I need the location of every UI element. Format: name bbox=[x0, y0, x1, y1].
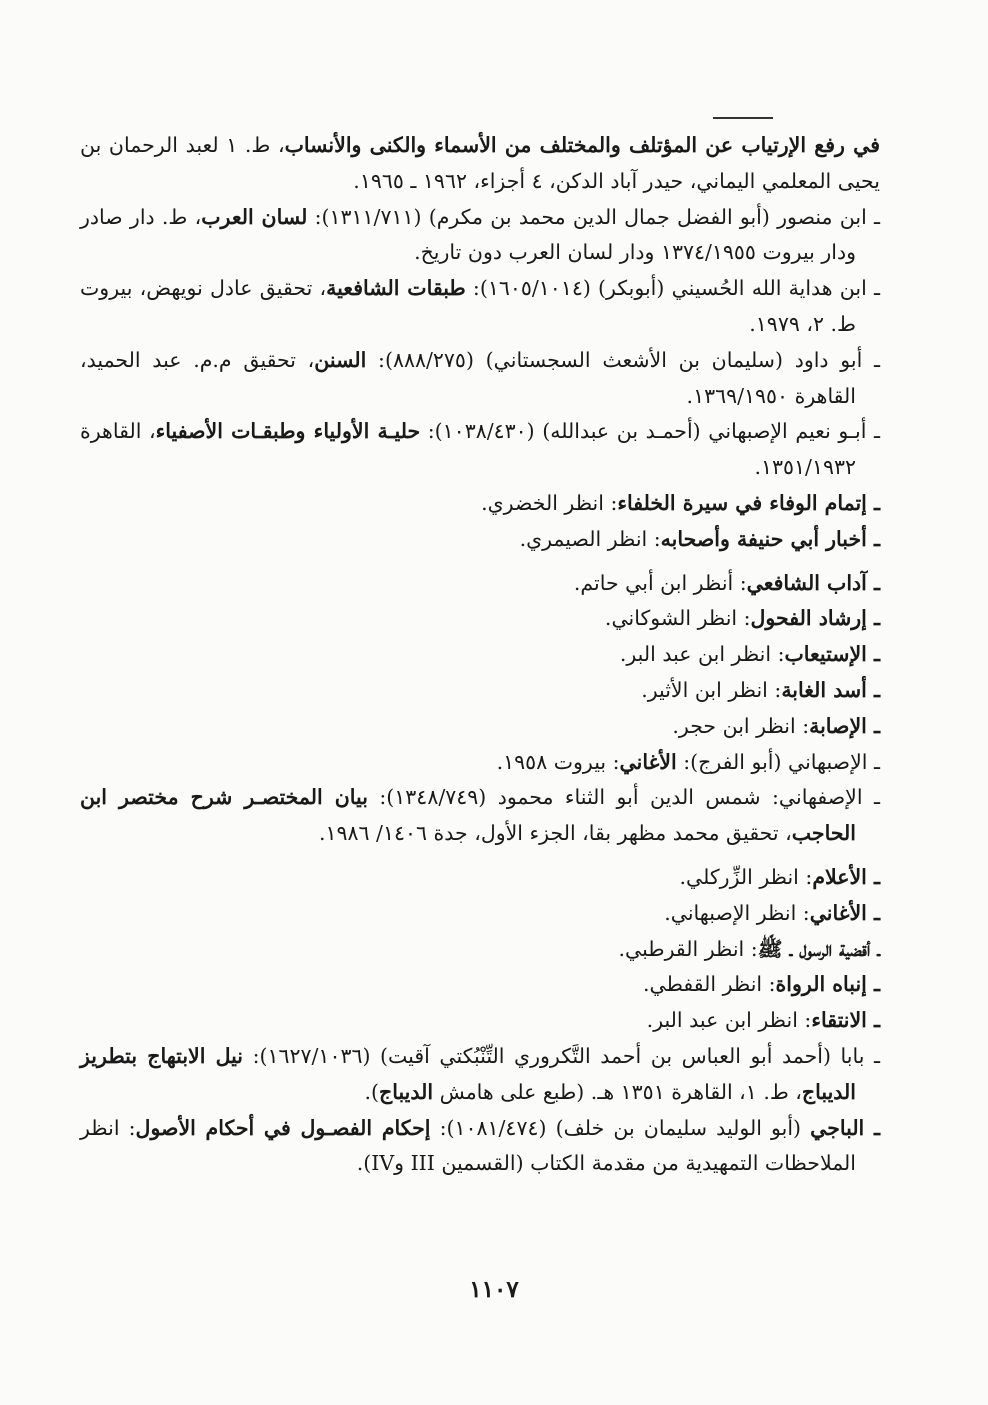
entry-title-text: حليـة الأولياء وطبقـات الأصفياء bbox=[155, 419, 421, 444]
entry-title-text: ـ الانتقاء bbox=[811, 1008, 880, 1033]
entry-title-text: طبقات الشافعية bbox=[326, 276, 466, 301]
entry-text: (أبو الوليد سليمان بن خلف) (١٠٨١/٤٧٤): bbox=[430, 1115, 811, 1140]
entry-text: : انظر الخضري. bbox=[481, 490, 618, 515]
bibliography-entry bbox=[80, 967, 880, 1003]
entry-title-text: ـ آداب الشافعي bbox=[746, 570, 880, 595]
entry-text: ، تحقيق محمد مظهر بقا، الجزء الأول، جدة ١٤٠٦/ ١٩٨٦. bbox=[318, 821, 792, 846]
entry-text: : أنظر ابن أبي حاتم. bbox=[573, 570, 747, 595]
entry-text: : انظر الإصبهاني. bbox=[664, 900, 810, 925]
entry-title-text: ـ الأعلام bbox=[812, 864, 880, 889]
bibliography-entry bbox=[80, 780, 880, 852]
bibliography-entry bbox=[80, 1003, 880, 1039]
bibliography-entry bbox=[80, 932, 880, 968]
page-number: ١١٠٧ bbox=[469, 1276, 519, 1303]
entry-text: ، تحقيق م.م. عبد الحميد، القاهرة ١٣٦٩/١٩٥٠. bbox=[80, 347, 856, 408]
bibliography-entry bbox=[80, 1111, 880, 1183]
bibliography-entry bbox=[80, 271, 880, 343]
entry-text: ـ الإصفهاني: شمس الدين أبو الثناء محمود (١٣٤٨/٧٤٩): bbox=[367, 785, 881, 810]
entry-title-text: الديباج bbox=[378, 1079, 434, 1104]
entry-title-text: ـ أقضية الرسول ـ ﷺ bbox=[757, 936, 880, 961]
bibliography-entry bbox=[80, 637, 880, 673]
bibliography-entry bbox=[80, 414, 880, 486]
entry-title-text: لسان العرب bbox=[201, 204, 308, 229]
bibliography-entry bbox=[80, 860, 880, 896]
header-rule bbox=[713, 117, 773, 119]
entry-title-text: إحكام الفصـول في أحكام الأصول bbox=[135, 1115, 431, 1140]
entry-text: ، القاهرة ١٣٥١/١٩٣٢. bbox=[80, 419, 856, 480]
bibliography-entry bbox=[80, 673, 880, 709]
entry-title-text: ـ إنباه الرواة bbox=[775, 972, 880, 997]
entry-title-text: نيل الابتهاج بتطريز الديباج bbox=[80, 1043, 856, 1104]
entry-text: ، ط. ١ لعبد الرحمان بن يحيى المعلمي اليماني، حيدر آباد الدكن، ٤ أجزاء، ١٩٦٢ ـ ١٩٦٥. bbox=[80, 133, 880, 193]
entry-text: ـ أبـو نعيم الإصبهاني (أحمـد بن عبدالله) (١٠٣٨/٤٣٠): bbox=[420, 419, 881, 444]
bibliography-entry bbox=[80, 522, 880, 558]
bibliography-entry bbox=[80, 601, 880, 637]
bibliography-entry bbox=[80, 745, 880, 781]
entry-text: : انظر ابن حجر. bbox=[672, 713, 810, 738]
bibliography-entry bbox=[80, 343, 880, 415]
bibliography-entry bbox=[80, 486, 880, 522]
entry-text: : انظر ابن عبد البر. bbox=[619, 642, 785, 667]
entry-title-text: ـ أخبار أبي حنيفة وأصحابه bbox=[660, 526, 880, 551]
bibliography-list bbox=[80, 128, 880, 1182]
entry-text: ، ط. دار صادر ودار بيروت ١٣٧٤/١٩٥٥ ودار لسان العرب دون تاريخ. bbox=[80, 204, 856, 265]
entry-title-text: الأغاني bbox=[619, 749, 677, 774]
entry-title-text: ـ إرشاد الفحول bbox=[750, 606, 880, 631]
entry-text: ، ط. ١، القاهرة ١٣٥١ هـ. (طبع على هامش bbox=[433, 1079, 802, 1104]
entry-text: ـ ابن منصور (أبو الفضل جمال الدين محمد بن مكرم) (١٣١١/٧١١): bbox=[307, 204, 881, 229]
entry-text: : انظر الزِّركلي. bbox=[679, 864, 813, 889]
entry-text: ). bbox=[364, 1079, 379, 1104]
entry-title-text: ـ الإصابة bbox=[809, 713, 880, 738]
entry-text: ـ الإصبهاني (أبو الفرج): bbox=[676, 749, 880, 774]
entry-title-text: ـ الباجي bbox=[810, 1115, 880, 1140]
entry-text: : انظر القرطبي. bbox=[618, 936, 758, 961]
bibliography-entry bbox=[80, 200, 880, 272]
entry-text: : انظر الصيمري. bbox=[519, 526, 661, 551]
entry-title-text: بيان المختصـر شرح مختصر ابن الحاجب bbox=[80, 785, 856, 846]
entry-title-text: ـ الأغاني bbox=[809, 900, 880, 925]
entry-text: ـ بابا (أحمد أبو العباس بن أحمد التَّكروري التِّنْبُكتي آقيت) (١٦٢٧/١٠٣٦): bbox=[243, 1043, 880, 1068]
entry-title-text: ـ إتمام الوفاء في سيرة الخلفاء bbox=[617, 490, 880, 515]
entry-title-text: السنن bbox=[314, 347, 367, 372]
entry-text: : انظر القفطي. bbox=[642, 972, 776, 997]
entry-text: : انظر ابن عبد البر. bbox=[646, 1008, 812, 1033]
bibliography-entry bbox=[80, 1039, 880, 1111]
bibliography-entry-continued bbox=[80, 128, 880, 200]
entry-text: : انظر ابن الأثير. bbox=[641, 677, 782, 702]
entry-text: ، تحقيق عادل نويهض، بيروت ط. ٢، ١٩٧٩. bbox=[80, 276, 856, 336]
entry-text: ـ ابن هداية الله الحُسيني (أبوبكر) (١٦٠٥/١٠١٤): bbox=[465, 276, 881, 301]
entry-title-text: ـ الإستيعاب bbox=[784, 642, 880, 667]
entry-title-text: في رفع الإرتياب عن المؤتلف والمختلف من الأسماء والكنى والأنساب bbox=[284, 133, 880, 157]
entry-text: : انظر الشوكاني. bbox=[604, 606, 751, 631]
entry-text: : انظر الملاحظات التمهيدية من مقدمة الكتاب (القسمين III وIV). bbox=[80, 1115, 856, 1176]
entry-text: ـ أبو داود (سليمان بن الأشعث السجستاني) (٨٨٨/٢٧٥): bbox=[366, 347, 880, 372]
entry-title-text: ـ أسد الغابة bbox=[781, 677, 880, 702]
bibliography-entry bbox=[80, 709, 880, 745]
entry-text: : بيروت ١٩٥٨. bbox=[496, 749, 620, 774]
bibliography-entry bbox=[80, 566, 880, 602]
bibliography-entry bbox=[80, 896, 880, 932]
